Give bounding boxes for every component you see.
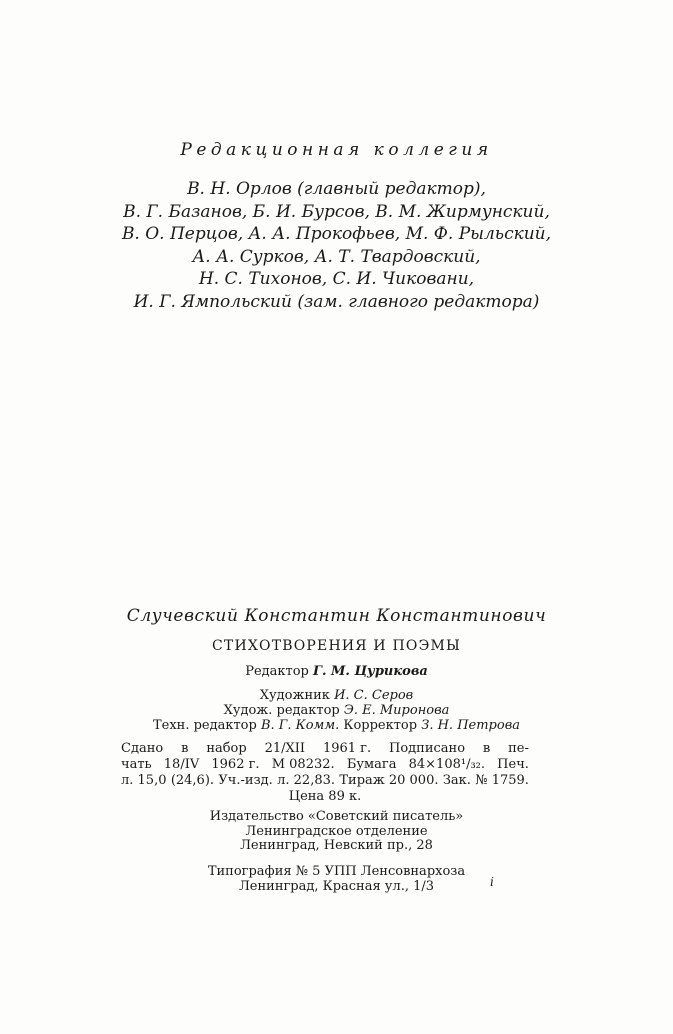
pub-word: л. 15,0: [121, 773, 167, 788]
pub-word: М 08232.: [271, 757, 335, 772]
proofreader-label: Корректор: [343, 718, 418, 733]
editorial-board-title: Редакционная коллегия: [180, 140, 493, 160]
board-member-line: А. А. Сурков, А. Т. Твардовский,: [192, 246, 481, 267]
pub-line: [121, 757, 529, 773]
pub-word: 18/IV: [163, 757, 200, 772]
publisher-line: Издательство «Советский писатель»: [209, 809, 464, 824]
pub-word: 21/XII: [264, 741, 306, 756]
pub-word: Уч.-изд.: [218, 773, 273, 788]
pub-line: [121, 741, 529, 757]
pub-word: № 1759.: [475, 773, 529, 788]
pub-word: в: [482, 741, 491, 756]
price: Цена 89 к.: [288, 789, 362, 804]
proofreader-name: З. Н. Петрова: [421, 718, 521, 733]
pub-word: чать: [121, 757, 152, 772]
author-name: Случевский Константин Константинович: [126, 606, 547, 626]
publisher-block: [0, 810, 673, 854]
pub-word: набор: [206, 741, 247, 756]
art-editor-name: Э. Е. Миронова: [343, 703, 450, 718]
board-member-line: Н. С. Тихонов, С. И. Чиковани,: [198, 269, 475, 289]
pub-word: в: [181, 741, 189, 756]
book-title: СТИХОТВОРЕНИЯ И ПОЭМЫ: [212, 638, 461, 654]
pub-word: (24,6).: [170, 773, 215, 788]
board-member-line: В. Н. Орлов (главный редактор),: [187, 179, 486, 199]
pub-word: Сдано: [121, 741, 164, 756]
editor-name: Г. М. Цурикова: [313, 664, 428, 679]
printer-block: [0, 864, 673, 894]
pub-word: Бумага: [346, 757, 397, 772]
printer-line: Ленинград, Красная ул., 1/3: [238, 879, 435, 894]
pub-word: 1961 г.: [322, 741, 372, 756]
pub-word: Зак.: [442, 773, 471, 788]
board-member-line: В. О. Перцов, А. А. Прокофьев, М. Ф. Рыльский,: [121, 224, 552, 244]
staff-credits: [0, 688, 673, 733]
art-editor-line: [0, 703, 673, 718]
pub-word: Печ.: [497, 757, 529, 772]
tech-editor-label: Техн. редактор: [152, 718, 257, 733]
editor-label: Редактор: [245, 664, 309, 679]
editorial-board-list: [0, 178, 673, 313]
board-member-line: В. Г. Базанов, Б. И. Бурсов, В. М. Жирмунский,: [123, 201, 550, 222]
art-editor-label: Худож. редактор: [223, 703, 340, 718]
publisher-line: Ленинградское отделение: [245, 823, 428, 839]
tech-editor-name: В. Г. Комм.: [260, 718, 340, 733]
artist-name: И. С. Серов: [334, 688, 414, 703]
pub-word: 84×108¹/₃₂.: [408, 757, 486, 772]
pub-word: л. 22,83.: [277, 773, 336, 788]
page-mark: i: [490, 875, 494, 889]
pub-word: пе-: [508, 741, 529, 756]
artist-label: Художник: [259, 688, 330, 703]
publication-details: [121, 741, 529, 805]
editor-line: [0, 664, 673, 679]
publisher-line: Ленинград, Невский пр., 28: [240, 838, 433, 853]
artist-line: [0, 688, 673, 703]
board-member-line: И. Г. Ямпольский (зам. главного редактора): [133, 291, 540, 312]
pub-line: [121, 773, 529, 789]
pub-word: Подписано: [389, 741, 466, 756]
tech-proof-line: [0, 718, 673, 733]
printer-line: Типография № 5 УПП Ленсовнархоза: [207, 864, 466, 879]
pub-word: 1962 г.: [211, 757, 260, 772]
pub-word: Тираж 20 000.: [339, 773, 439, 788]
